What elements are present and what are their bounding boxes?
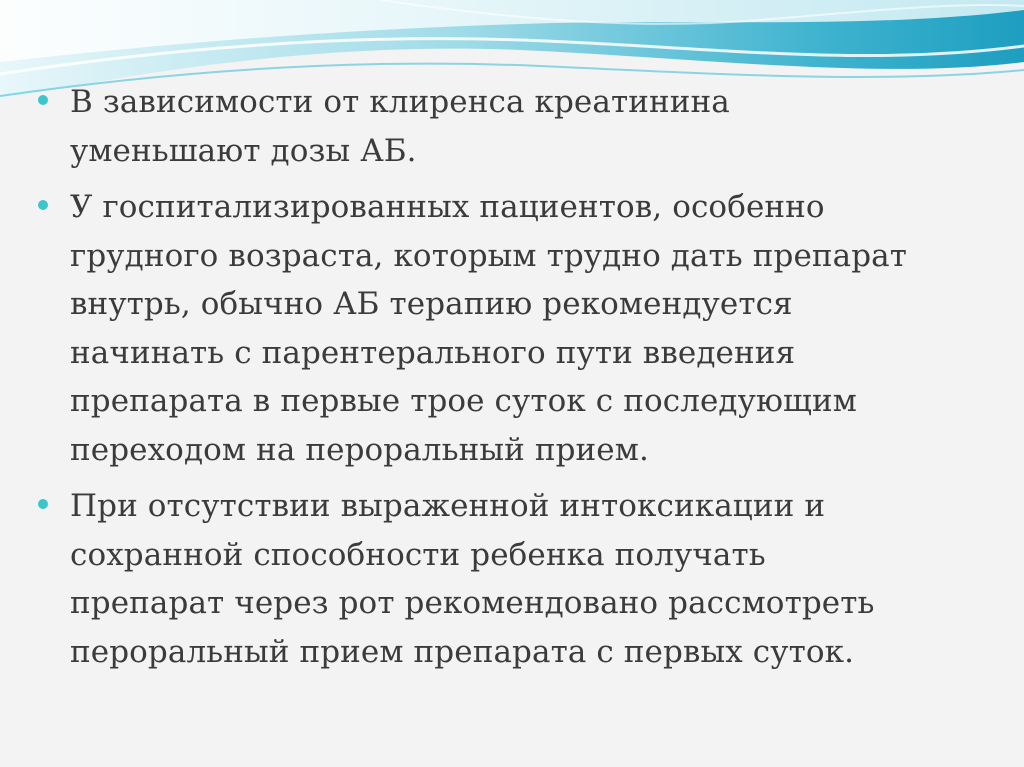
bullet-line: начинать с парентерального пути введения (70, 334, 796, 371)
bullet-line: препарата в первые трое суток с последующим (70, 383, 857, 419)
bullet-item (38, 78, 988, 175)
bullet-dot-icon (38, 95, 48, 105)
bullet-line: внутрь, обычно АБ терапию рекомендуется (70, 286, 793, 322)
bullet-dot-icon (38, 499, 48, 509)
bullet-item (38, 482, 988, 676)
bullet-line: При отсутствии выраженной интоксикации и (70, 488, 826, 524)
bullet-item (38, 183, 988, 474)
bullet-list (38, 78, 988, 684)
bullet-dot-icon (38, 200, 48, 210)
bullet-line: переходом на пероральный прием. (70, 431, 649, 468)
bullet-line: грудного возраста, которым трудно дать препарат (70, 237, 908, 274)
bullet-line: сохранной способности ребенка получать (70, 536, 766, 573)
bullet-line: У госпитализированных пациентов, особенно (70, 189, 825, 225)
bullet-line: пероральный прием препарата с первых суток. (70, 633, 855, 670)
bullet-line: уменьшают дозы АБ. (70, 132, 417, 169)
bullet-line: В зависимости от клиренса креатинина (70, 84, 730, 120)
bullet-line: препарат через рот рекомендовано рассмотреть (70, 585, 875, 621)
